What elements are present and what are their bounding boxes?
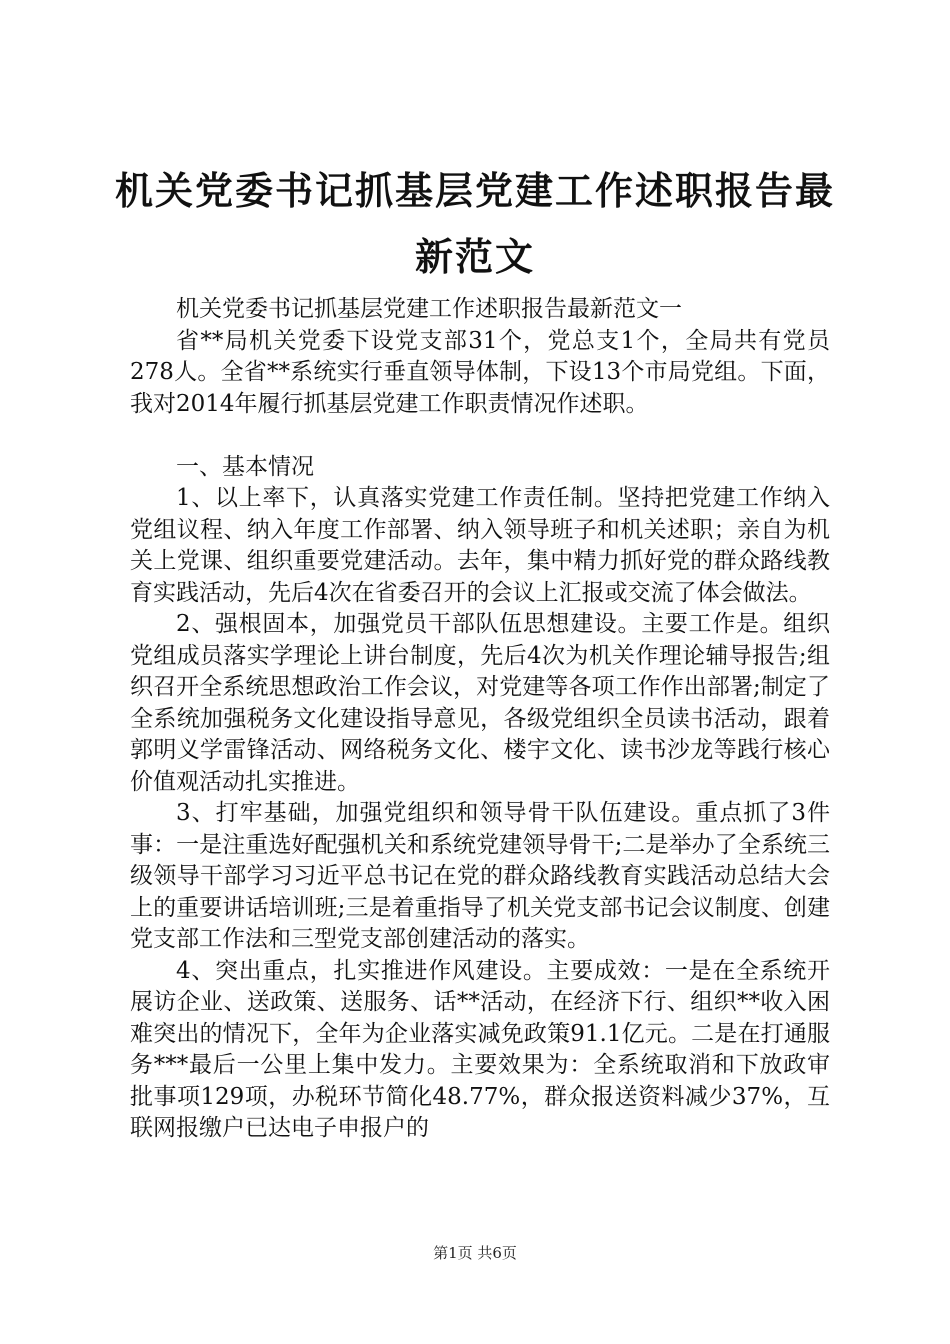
body-paragraph-1: 1、以上率下，认真落实党建工作责任制。坚持把党建工作纳入党组议程、纳入年度工作部署、纳入领导班子和机关述职；亲自为机关上党课、组织重要党建活动。去年，集中精力抓好党的群众路线教育实践活动，先后4次在省委召开的会议上汇报或交流了体会做法。 bbox=[130, 485, 830, 606]
body-paragraph-4: 4、突出重点，扎实推进作风建设。主要成效：一是在全系统开展访企业、送政策、送服务、话**活动，在经济下行、组织**收入困难突出的情况下，全年为企业落实减免政策91.1亿元。二是在打通服务***最后一公里上集中发力。主要效果为：全系统取消和下放政审批事项129项，办税环节简化48.77%，群众报送资料减少37%，互联网报缴户已达电子申报户的 bbox=[130, 957, 830, 1141]
intro-paragraph: 省**局机关党委下设党支部31个，党总支1个，全局共有党员278人。全省**系统实行垂直领导体制，下设13个市局党组。下面，我对2014年履行抓基层党建工作职责情况作述职。 bbox=[130, 327, 830, 417]
document-title: 机关党委书记抓基层党建工作述职报告最新范文 bbox=[114, 168, 835, 279]
page-footer: 第1页 共6页 bbox=[433, 1244, 517, 1262]
body-paragraph-2: 2、强根固本，加强党员干部队伍思想建设。主要工作是。组织党组成员落实学理论上讲台制度，先后4次为机关作理论辅导报告;组织召开全系统思想政治工作会议，对党建等各项工作作出部署;制定了全系统加强税务文化建设指导意见，各级党组织全员读书活动，跟着郭明义学雷锋活动、网络税务文化、楼宇文化、读书沙龙等践行核心价值观活动扎实推进。 bbox=[130, 611, 830, 795]
subtitle-paragraph: 机关党委书记抓基层党建工作述职报告最新范文一 bbox=[176, 296, 682, 322]
section-heading: 一、基本情况 bbox=[176, 453, 314, 480]
body-paragraph-3: 3、打牢基础，加强党组织和领导骨干队伍建设。重点抓了3件事：一是注重选好配强机关和系统党建领导骨干;二是举办了全系统三级领导干部学习习近平总书记在党的群众路线教育实践活动总结大会上的重要讲话培训班;三是着重指导了机关党支部书记会议制度、创建党支部工作法和三型党支部创建活动的落实。 bbox=[130, 800, 830, 952]
document-body bbox=[130, 294, 830, 1145]
